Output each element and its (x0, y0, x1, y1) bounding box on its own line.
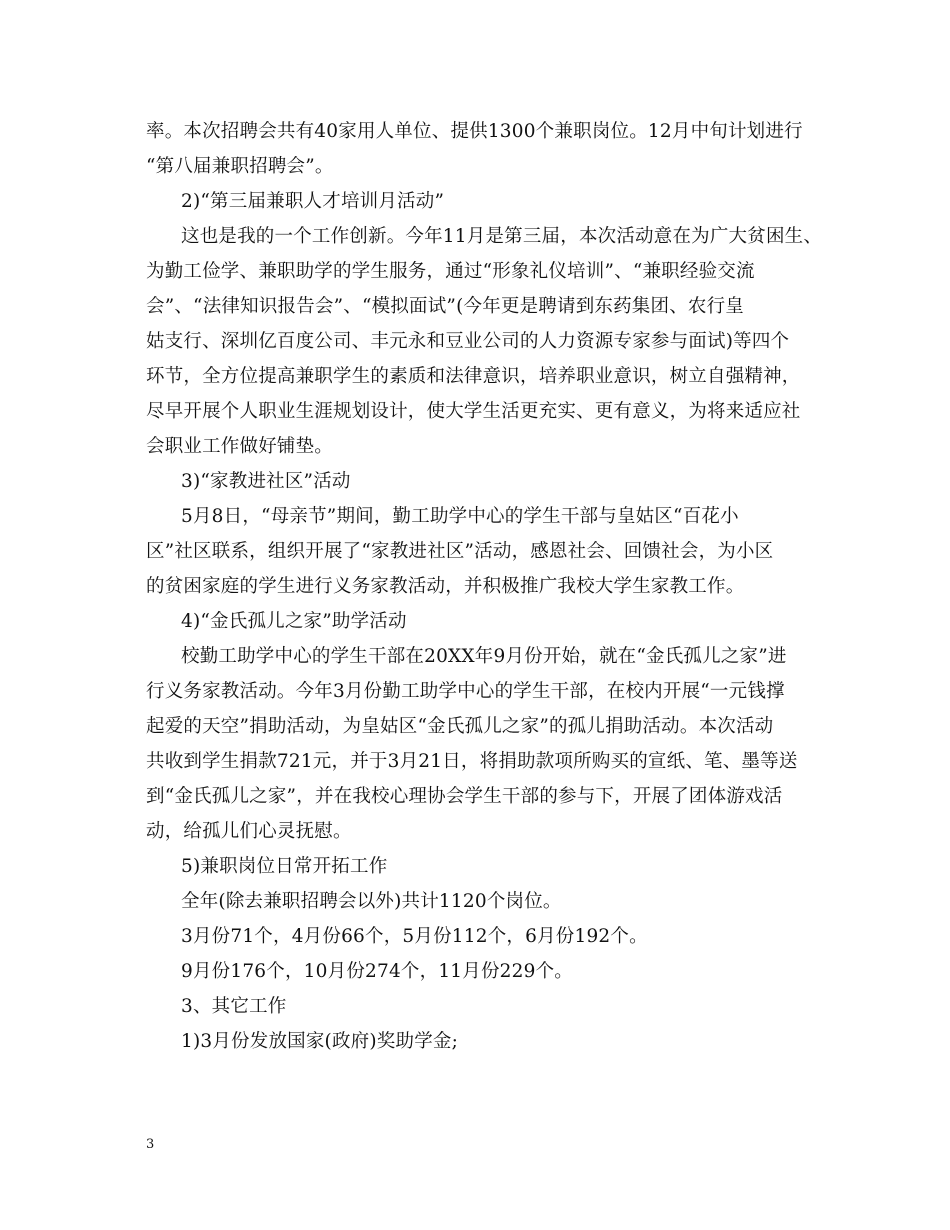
paragraph-line: 的贫困家庭的学生进行义务家教活动，并积极推广我校大学生家教工作。 (146, 576, 745, 597)
paragraph-line: 5月8日，“母亲节”期间，勤工助学中心的学生干部与皇姑区“百花小 (181, 506, 739, 527)
paragraph-line: 会”、“法律知识报告会”、“模拟面试”(今年更是聘请到东药集团、农行皇 (146, 296, 745, 317)
paragraph-line: 姑支行、深圳亿百度公司、丰元永和豆业公司的人力资源专家参与面试)等四个 (146, 331, 790, 352)
paragraph-line: 到“金氏孤儿之家”，并在我校心理协会学生干部的参与下，开展了团体游戏活 (146, 786, 783, 807)
section-heading: 3)“家教进社区”活动 (181, 471, 351, 492)
paragraph-line: 全年(除去兼职招聘会以外)共计1120个岗位。 (181, 891, 562, 912)
paragraph-line: 校勤工助学中心的学生干部在20XX年9月份开始，就在“金氏孤儿之家”进 (181, 646, 787, 667)
section-heading: 5)兼职岗位日常开拓工作 (181, 856, 388, 877)
paragraph-line: 共收到学生捐款721元，并于3月21日，将捐助款项所购买的宣纸、笔、墨等送 (146, 751, 798, 772)
paragraph-line: 尽早开展个人职业生涯规划设计，使大学生活更充实、更有意义，为将来适应社 (146, 401, 801, 422)
paragraph-line: 起爱的天空”捐助活动，为皇姑区“金氏孤儿之家”的孤儿捐助活动。本次活动 (146, 716, 774, 737)
section-heading: 3、其它工作 (181, 996, 287, 1017)
paragraph-line: 行义务家教活动。今年3月份勤工助学中心的学生干部，在校内开展“一元钱撑 (146, 681, 785, 702)
section-heading: 2)“第三届兼职人才培训月活动” (181, 191, 445, 212)
paragraph-line: 区”社区联系，组织开展了“家教进社区”活动，感恩社会、回馈社会，为小区 (146, 541, 774, 562)
paragraph-line: 这也是我的一个工作创新。今年11月是第三届，本次活动意在为广大贫困生、 (181, 226, 823, 247)
page-number: 3 (146, 1137, 155, 1152)
list-item: 1)3月份发放国家(政府)奖助学金; (181, 1031, 459, 1052)
section-heading: 4)“金氏孤儿之家”助学活动 (181, 611, 407, 632)
paragraph-line: 9月份176个，10月份274个，11月份229个。 (181, 961, 573, 982)
paragraph-line: 3月份71个，4月份66个，5月份112个，6月份192个。 (181, 926, 648, 947)
paragraph-line: 动，给孤儿们心灵抚慰。 (146, 821, 352, 842)
paragraph-line: 会职业工作做好铺垫。 (146, 436, 334, 457)
paragraph-line: 为勤工俭学、兼职助学的学生服务，通过“形象礼仪培训”、“兼职经验交流 (146, 261, 755, 282)
paragraph-line: 率。本次招聘会共有40家用人单位、提供1300个兼职岗位。12月中旬计划进行 (146, 121, 803, 142)
paragraph-line: 环节，全方位提高兼职学生的素质和法律意识，培养职业意识，树立自强精神， (146, 366, 801, 387)
paragraph-line: “第八届兼职招聘会”。 (146, 156, 334, 177)
